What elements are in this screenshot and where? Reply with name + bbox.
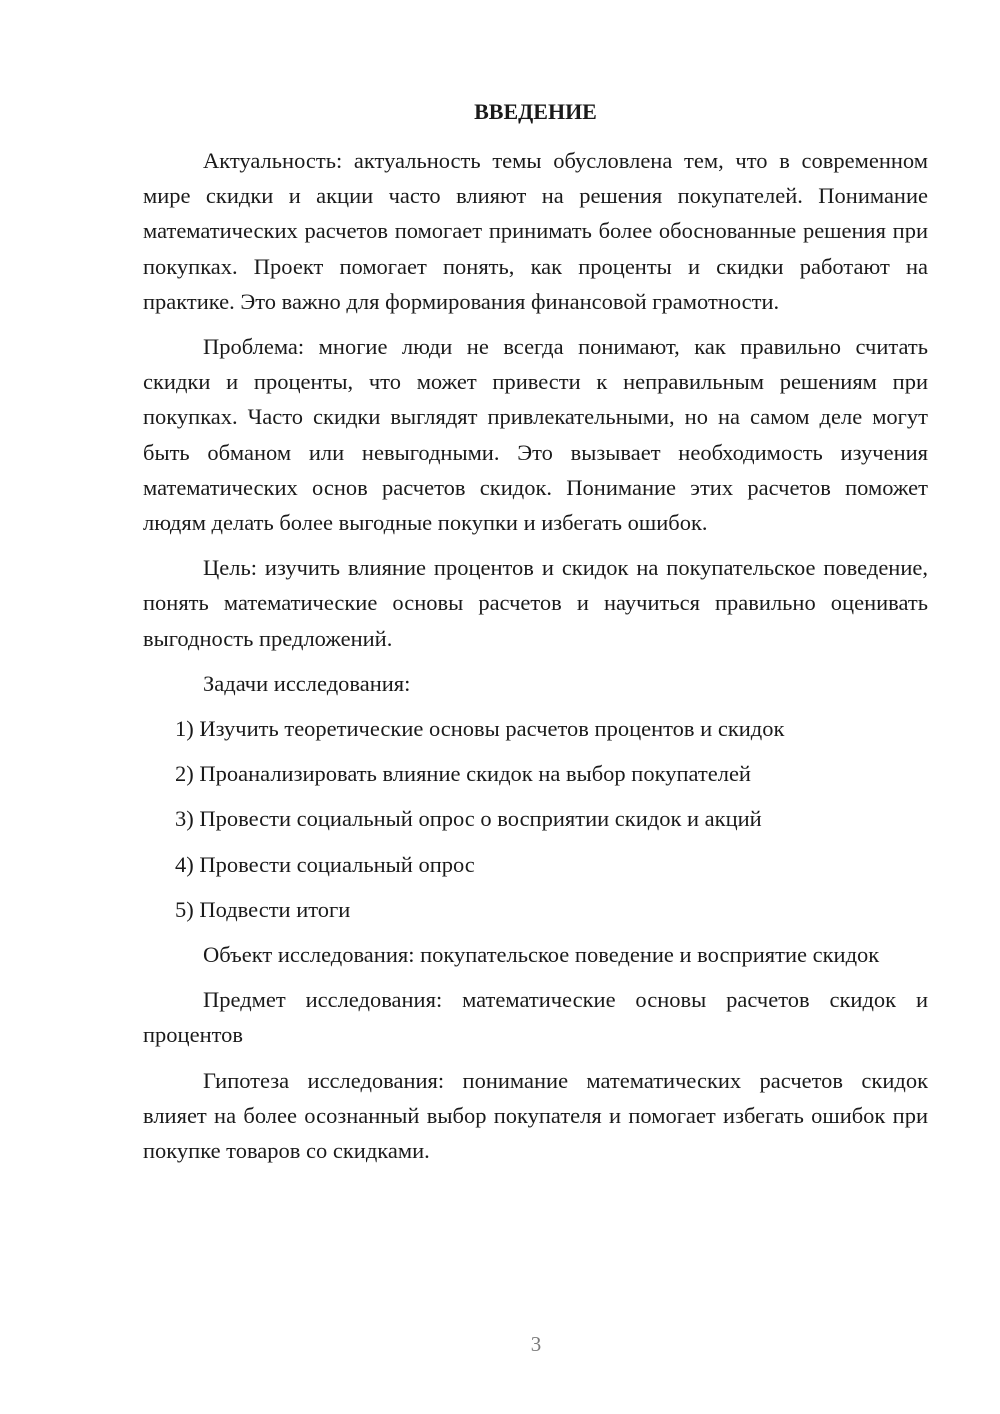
- relevance-paragraph: Актуальность: актуальность темы обусловлена тем, что в современном мире скидки и акции часто влияют на решения покупателей. Понимание математических расчетов помогает принимать более обоснованные решения при покупках. Проект помогает понять, как проценты и скидки работают на практике. Это важно для формирования финансовой грамотности.: [143, 148, 928, 314]
- hypothesis-paragraph: Гипотеза исследования: понимание математических расчетов скидок влияет на более осознанный выбор покупателя и помогает избегать ошибок при покупке товаров со скидками.: [143, 1067, 928, 1164]
- tasks-heading: Задачи исследования:: [203, 670, 411, 696]
- page-number: 3: [530, 1332, 542, 1356]
- task-item: 4) Провести социальный опрос: [175, 851, 475, 877]
- task-item: 1) Изучить теоретические основы расчетов процентов и скидок: [175, 716, 785, 742]
- page-content: [143, 94, 928, 1178]
- task-item: 2) Проанализировать влияние скидок на выбор покупателей: [175, 761, 751, 787]
- section-heading: ВВЕДЕНИЕ: [474, 99, 597, 124]
- object-paragraph: Объект исследования: покупательское поведение и восприятие скидок: [203, 942, 880, 968]
- subject-paragraph: Предмет исследования: математические основы расчетов скидок и процентов: [143, 987, 928, 1048]
- task-item: 5) Подвести итоги: [175, 896, 351, 922]
- problem-paragraph: Проблема: многие люди не всегда понимают, как правильно считать скидки и проценты, что может привести к неправильным решениям при покупках. Часто скидки выглядят привлекательными, но на самом деле могут быть обманом или невыгодными. Это вызывает необходимость изучения математических основ расчетов скидок. Понимание этих расчетов поможет людям делать более выгодные покупки и избегать ошибок.: [143, 334, 928, 536]
- task-item: 3) Провести социальный опрос о восприятии скидок и акций: [175, 806, 762, 832]
- tasks-list: [143, 711, 928, 927]
- goal-paragraph: Цель: изучить влияние процентов и скидок на покупательское поведение, понять математические основы расчетов и научиться правильно оценивать выгодность предложений.: [143, 555, 928, 651]
